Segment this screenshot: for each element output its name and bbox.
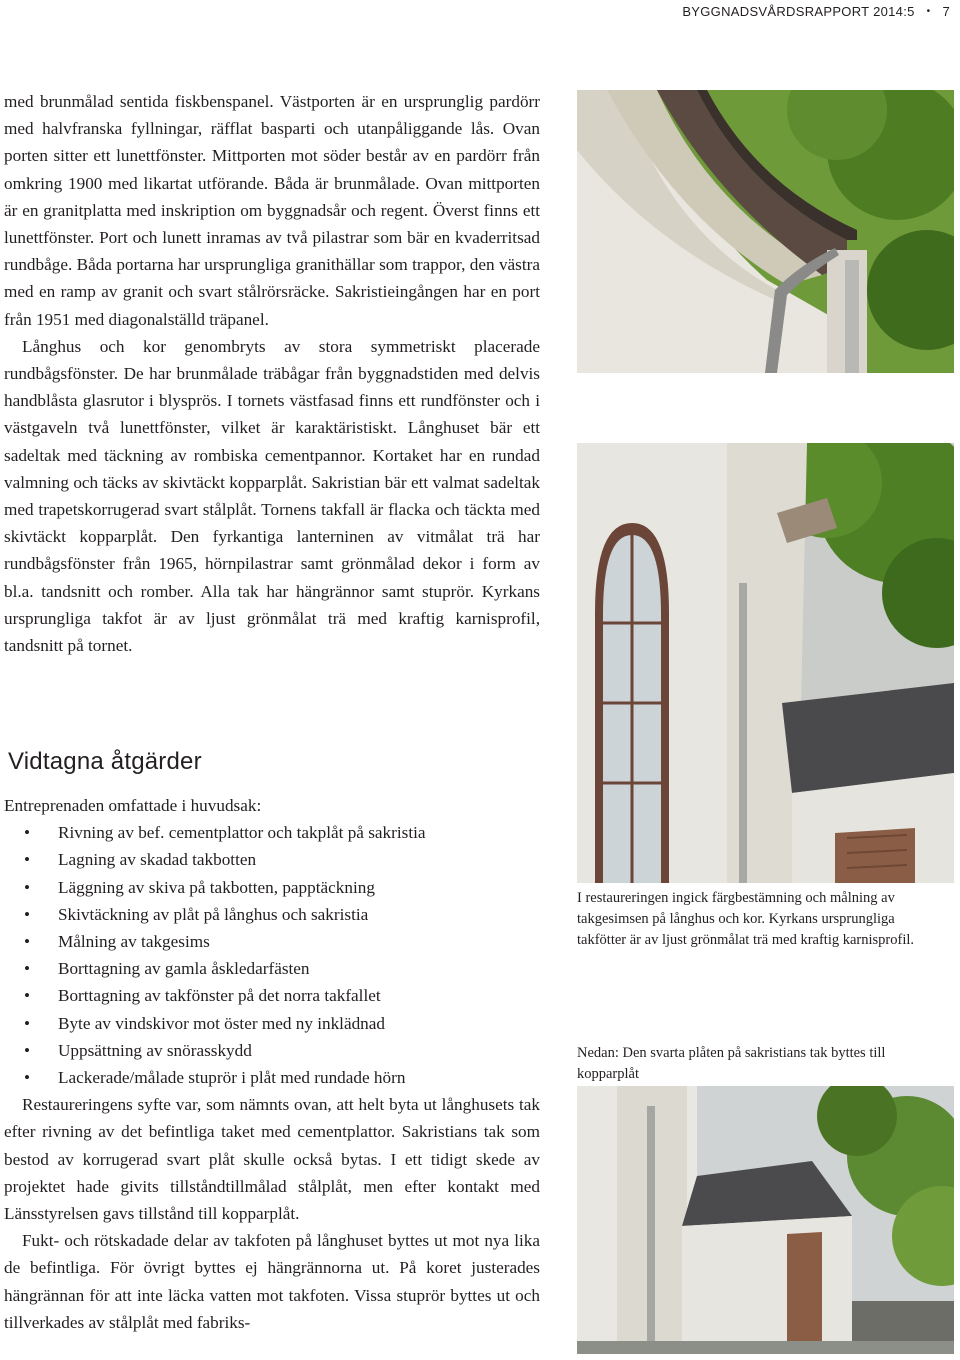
sacristy-photo	[577, 1086, 954, 1354]
list-item: • Skivtäckning av plåt på långhus och sakristia	[4, 901, 540, 928]
list-item: • Läggning av skiva på takbotten, papptäckning	[4, 874, 540, 901]
list-item: • Byte av vindskivor mot öster med ny inklädnad	[4, 1010, 540, 1037]
purpose-paragraph: Restaureringens syfte var, som nämnts ovan, att helt byta ut långhusets tak efter rivning av det befintliga taket med cementplattor. Sakristians tak som bestod av korrugerad svart plåt skulle också bytas. I ett tidigt skede av projektet hade givits tillståndtillmålad stålplåt, men efter kontakt med Länsstyrelsen gavs tillstånd till kopparplåt.	[4, 1095, 540, 1224]
description-paragraph: Långhus och kor genombryts av stora symmetriskt placerade rundbågsfönster. De har brunmålade träbågar från byggnadstiden med delvis handblåsta glasrutor i blysprös. I tornets västfasad finns ett rundfönster och i västgaveln två lunettfönster, vilket är karaktäristiskt. Långhuset bär ett sadeltak med täckning av rombiska cementpannor. Kortaket har en rundad valmning och täcks av skivtäckt kopparplåt. Sakristian bär ett valmat sadeltak med trapetskorrugerad svart stålplåt. Tornens takfall är flacka och täckta med skivtäckt kopparplåt. Den fyrkantiga lanterninen av vitmålat trä har rundbågsfönster från 1965, hörnpilastrar samt grönmålad dekor i form av bl.a. tandsnitt och romber. Alla tak har hängrännor samt stuprör. Kyrkans ursprungliga takfot är av ljust grönmålat trä med kraftig karnisprofil, tandsnitt på tornet.	[4, 336, 540, 656]
photo-caption-lower: Nedan: Den svarta plåten på sakristians tak byttes till kopparplåt	[577, 1045, 886, 1082]
measures-list	[4, 819, 540, 1091]
repairs-paragraph: Fukt- och rötskadade delar av takfoten på långhuset byttes ut mot nya lika de befintliga. För övrigt byttes ej hängrännorna ut. På koret justerades hängrännan för att inte läcka vatten mot takfoten. Vissa stuprör byttes ut och tillverkades av stålplåt med fabriks-	[4, 1231, 540, 1332]
lower-text-column	[4, 792, 540, 1336]
list-item: • Rivning av bef. cementplattor och takplåt på sakristia	[4, 819, 540, 846]
list-item: • Lagning av skadad takbotten	[4, 846, 540, 873]
page-number: 7	[942, 3, 950, 19]
list-lead: Entreprenaden omfattade i huvudsak:	[4, 796, 262, 815]
header-separator: •	[926, 5, 931, 17]
list-item: • Lackerade/målade stuprör i plåt med rundade hörn	[4, 1064, 540, 1091]
facade-window-photo	[577, 443, 954, 883]
cornice-photo	[577, 90, 954, 373]
publication-title: BYGGNADSVÅRDSRAPPORT 2014:5	[682, 3, 915, 19]
intro-paragraph: med brunmålad sentida fiskbenspanel. Västporten är en ursprunglig pardörr med halvfranska fyllningar, räfflat basparti och utanpåliggande lås. Ovan porten sitter ett lunettfönster. Mittporten mot söder består av en pardörr från omkring 1900 med likartat utförande. Båda är brunmålade. Ovan mittporten är en granitplatta med inskription om byggnadsår och regent. Överst finns ett lunettfönster. Port och lunett inramas av två pilastrar som bär en kvaderritsad rundbåge. Båda portarna har ursprungliga granithällar som trappor, den västra med en ramp av granit och svart stålrörsräcke. Sakristieingången har en port från 1951 med diagonalställd träpanel.	[4, 92, 540, 329]
photo-caption-upper: I restaureringen ingick färgbestämning och målning av takgesimsen på långhus och kor. Kyrkans ursprungliga takfötter är av ljust grönmålat trä med kraftig karnisprofil.	[577, 890, 915, 948]
list-item: • Borttagning av takfönster på det norra takfallet	[4, 982, 540, 1009]
list-item: • Målning av takgesims	[4, 928, 540, 955]
section-heading: Vidtagna åtgärder	[8, 748, 202, 775]
running-header	[682, 0, 950, 22]
upper-text-column	[4, 88, 540, 659]
list-item: • Uppsättning av snörasskydd	[4, 1037, 540, 1064]
list-item: • Borttagning av gamla åskledarfästen	[4, 955, 540, 982]
